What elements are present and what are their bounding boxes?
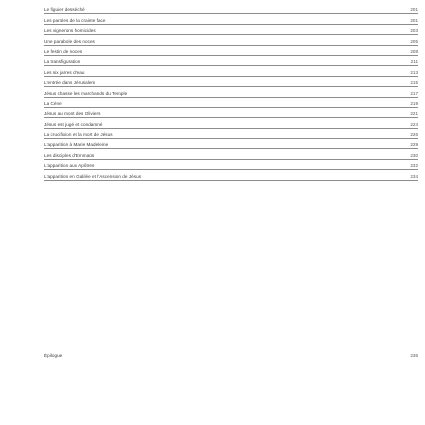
toc-entry-page: 208 xyxy=(410,48,418,54)
toc-entry[interactable] xyxy=(44,35,418,45)
table-of-contents xyxy=(44,4,418,181)
toc-entry[interactable] xyxy=(44,149,418,159)
toc-entry-title: Les six jarres d'eau xyxy=(44,69,85,75)
toc-entry-page: 221 xyxy=(410,111,418,117)
toc-entry[interactable] xyxy=(44,118,418,128)
toc-entry[interactable] xyxy=(44,56,418,66)
toc-entry[interactable] xyxy=(44,46,418,56)
toc-entry-title: Épilogue xyxy=(44,353,63,358)
toc-entry[interactable] xyxy=(44,4,418,14)
toc-entry-page: 211 xyxy=(410,59,418,65)
toc-entry-page: 215 xyxy=(410,80,418,86)
toc-entry-title: L'apparition aux Apôtres xyxy=(44,163,95,169)
toc-entry[interactable] xyxy=(44,98,418,108)
toc-entry-page: 236 xyxy=(410,353,418,358)
toc-entry[interactable] xyxy=(44,14,418,24)
toc-entry-title: La Cène xyxy=(44,100,62,106)
toc-entry-page: 234 xyxy=(410,173,418,179)
toc-entry-page: 232 xyxy=(410,163,418,169)
toc-entry[interactable] xyxy=(44,139,418,149)
toc-entry-page: 205 xyxy=(410,38,418,44)
toc-entry-page: 201 xyxy=(410,7,418,13)
toc-entry-title: Jésus est jugé et condamné xyxy=(44,121,103,127)
toc-entry[interactable] xyxy=(44,160,418,170)
toc-entry-page: 229 xyxy=(410,142,418,148)
toc-entry-title: La crucifixion et la mort de Jésus xyxy=(44,132,113,138)
toc-entry-page: 201 xyxy=(410,17,418,23)
toc-entry-title: Jésus chasse les marchands du Temple xyxy=(44,90,128,96)
toc-entry-title: La transfiguration xyxy=(44,59,81,65)
toc-entry[interactable] xyxy=(44,87,418,97)
toc-entry-page: 226 xyxy=(410,132,418,138)
toc-entry-title: Les disciples d'Emmaüs xyxy=(44,152,95,158)
toc-entry-title: L'apparition en Galilée et l'Ascension de Jésus xyxy=(44,173,142,179)
toc-entry-title: L'entrée dans Jérusalem xyxy=(44,80,96,86)
toc-entry[interactable] xyxy=(44,129,418,139)
toc-entry-page: 219 xyxy=(410,100,418,106)
toc-entry-title: Les paroles de la crainte face xyxy=(44,17,106,23)
toc-entry[interactable] xyxy=(44,108,418,118)
toc-entry-page: 217 xyxy=(410,90,418,96)
toc-entry-title: Le figuier desséché xyxy=(44,7,85,13)
toc-entry-title: Jésus au mont des Oliviers xyxy=(44,111,101,117)
toc-entry-title: L'apparition à Marie Madeleine xyxy=(44,142,109,148)
toc-entry[interactable] xyxy=(44,25,418,35)
toc-entry-page: 230 xyxy=(410,152,418,158)
toc-entry-epilogue[interactable] xyxy=(44,349,418,359)
toc-entry-page: 224 xyxy=(410,121,418,127)
toc-entry-title: Une parabole des noces xyxy=(44,38,95,44)
toc-entry-title: Le festin de noces xyxy=(44,48,83,54)
toc-entry-page: 203 xyxy=(410,28,418,34)
toc-entry[interactable] xyxy=(44,77,418,87)
toc-entry-page: 213 xyxy=(410,69,418,75)
toc-entry-title: Les vignerons homicides xyxy=(44,28,96,34)
toc-entry[interactable] xyxy=(44,170,418,180)
toc-entry[interactable] xyxy=(44,66,418,76)
